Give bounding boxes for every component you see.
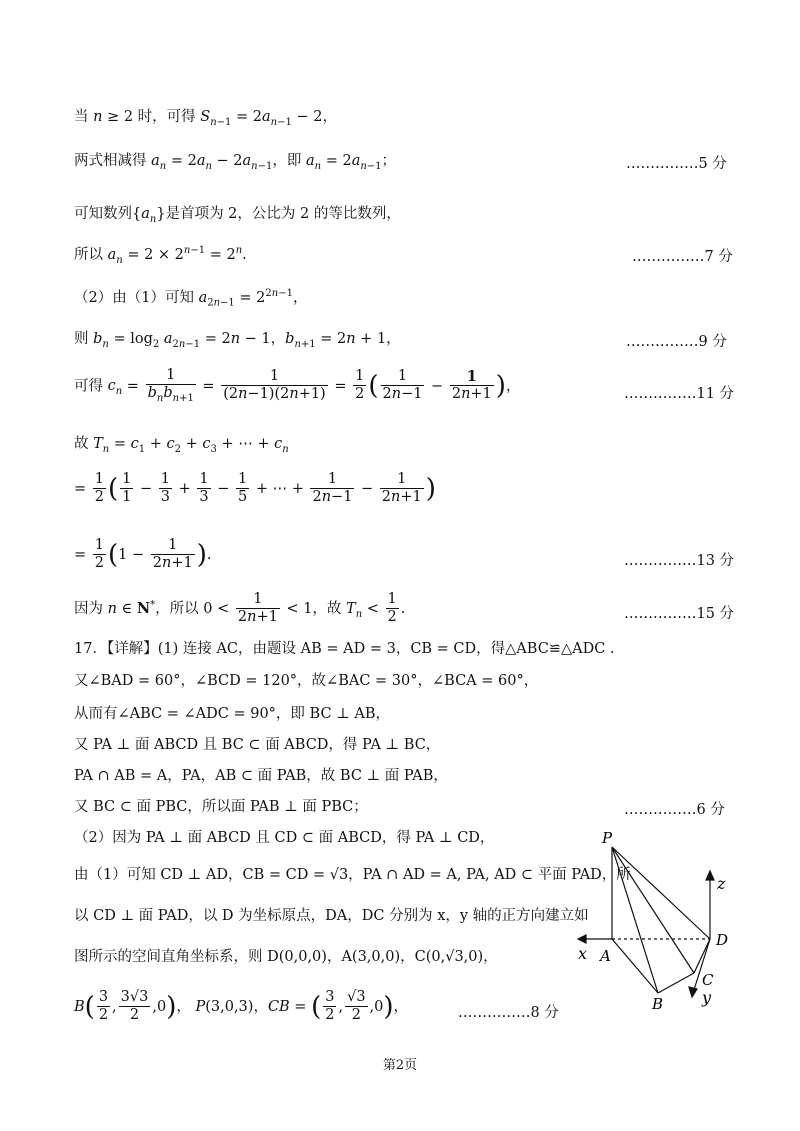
solution-line: 两式相减得 $a_n = 2a_n - 2a_{n-1}$，即 $a_n = 2a_{n-1}$； (74, 153, 397, 172)
score-mark: ……………9 分 (626, 334, 727, 350)
solution-line: 所以 $a_n = 2 \times 2^{n-1} = 2^n$. (74, 245, 247, 266)
solution-line: 可得 $c_n$ = $\frac{1}{b_nb_{n+1}}$ = $\frac{1}{(2n-1)(2n+1)}$ = $\frac{1}{2}$ ( $\frac{1}{2n-1}$ − $\frac{1}{2n+1}$ )， (74, 367, 521, 404)
pyramid-figure (570, 825, 750, 1015)
score-mark: ……………6 分 (624, 802, 725, 818)
solution-line: PA ∩ AB = A，PA，AB ⊂ 面 PAB，故 BC ⊥ 面 PAB， (74, 768, 448, 784)
solution-line: 可知数列$\{a_n\}$是首项为 2，公比为 2 的等比数列， (74, 206, 401, 225)
solution-line: 故 $T_n = c_1 + c_2 + c_3$ + ⋯ + $c_n$ (74, 436, 289, 455)
score-mark: ……………7 分 (632, 249, 733, 265)
score-mark: ……………11 分 (624, 386, 735, 402)
label-P: P (602, 829, 613, 847)
solution-line: 又∠BAD = 60°，∠BCD = 120°，故∠BAC = 30°，∠BCA = 60°， (74, 673, 539, 689)
solution-line: 又 PA ⊥ 面 ABCD 且 BC ⊂ 面 ABCD，得 PA ⊥ BC， (74, 737, 441, 753)
solution-line: 以 CD ⊥ 面 PAD，以 D 为坐标原点，DA，DC 分别为 x，y 轴的正方向建立如 (74, 908, 589, 924)
solution-line: 当 n ≥ 2 时，可得 $S_{n-1} = 2a_{n-1} - 2$， (74, 109, 337, 128)
page-number: 第2页 (382, 1058, 418, 1073)
solution-line: = $\frac{1}{2}$ (1 − $\frac{1}{2n+1}$ ). (74, 537, 212, 571)
label-z: z (717, 874, 726, 893)
label-x: x (578, 944, 588, 963)
label-y: y (702, 988, 712, 1007)
solution-line: 图所示的空间直角坐标系，则 D(0,0,0)，A(3,0,0)，C(0,√3,0)， (74, 949, 498, 965)
score-mark: ……………5 分 (626, 156, 727, 172)
label-B: B (652, 995, 664, 1013)
solution-line: 因为 n ∈ N*，所以 0 < $\frac{1}{2n+1}$ < 1，故 $T_n$ < $\frac{1}{2}$ . (74, 591, 406, 625)
solution-line: = $\frac{1}{2}$ ( $\frac{1}{1}$ − $\frac{1}{3}$ + $\frac{1}{3}$ − $\frac{1}{5}$ + ⋯ + $\frac{1}{2n-1}$ − $\frac{1}{2n+1}$ ) (74, 471, 436, 505)
label-D: D (716, 931, 729, 949)
score-mark: ……………8 分 (458, 1005, 559, 1021)
solution-line: （2）因为 PA ⊥ 面 ABCD 且 CD ⊂ 面 ABCD，得 PA ⊥ CD， (74, 830, 495, 846)
score-mark: ……………13 分 (624, 553, 735, 569)
label-A: A (600, 947, 611, 965)
solution-line: 又 BC ⊂ 面 PBC，所以面 PAB ⊥ 面 PBC； (74, 799, 368, 815)
solution-line: B( $\frac{3}{2}$ , $\frac{3√3}{2}$ ,0)， P(3,0,3)，CB = ( $\frac{3}{2}$ , $\frac{√3}{2}$ ,0)， (74, 989, 409, 1023)
score-mark: ……………15 分 (624, 606, 735, 622)
solution-line: 17．【详解】(1) 连接 AC，由题设 AB = AD = 3，CB = CD，得△ABC≌△ADC . (74, 641, 615, 657)
label-C: C (702, 971, 714, 989)
solution-line: 从而有∠ABC = ∠ADC = 90°，即 BC ⊥ AB， (74, 706, 391, 722)
solution-line: 由（1）可知 CD ⊥ AD，CB = CD = √3，PA ∩ AD = A, PA, AD ⊂ 平面 PAD，所 (74, 867, 631, 883)
solution-line: （2）由（1）可知 $a_{2n-1} = 2^{2n-1}$， (74, 288, 308, 309)
solution-line: 则 $b_n = \log_2 a_{2n-1} = 2n - 1$，$b_{n+1} = 2n + 1$， (74, 331, 401, 350)
